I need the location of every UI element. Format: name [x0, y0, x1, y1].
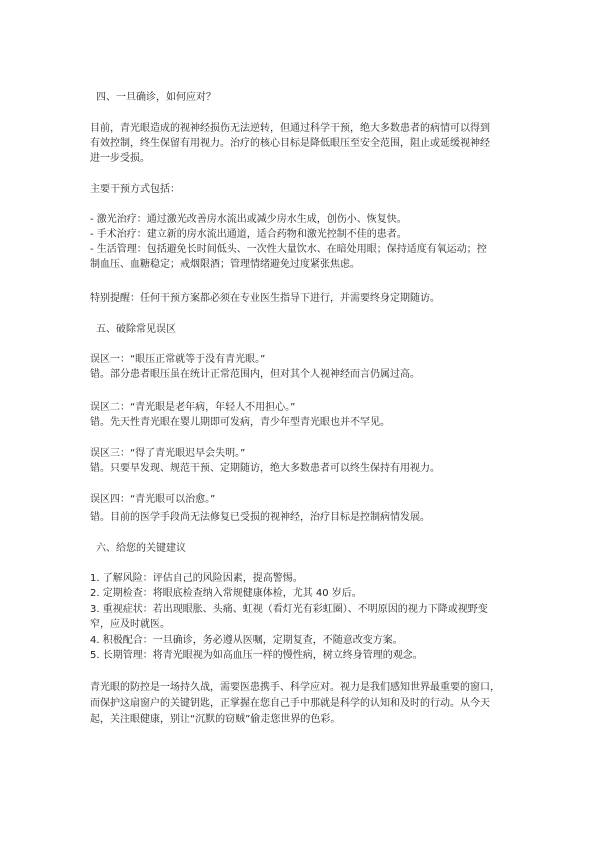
advice-item: 4. 积极配合：一旦确诊，务必遵从医嘱，定期复查，不随意改变方案。 — [90, 635, 403, 646]
advice-item: 3. 重视症状：若出现眼胀、头痛、虹视（看灯光有彩虹圈）、不明原因的视力下降或视野变 — [90, 604, 488, 615]
myth-answer: 错。先天性青光眼在婴儿期即可发病，青少年型青光眼也并不罕见。 — [90, 417, 390, 428]
method-item: - 激光治疗：通过激光改善房水流出或减少房水生成，创伤小、恢复快。 — [90, 214, 407, 225]
paragraph-line: 目前，青光眼造成的视神经损伤无法逆转，但通过科学干预，绝大多数患者的病情可以得到 — [90, 123, 490, 134]
myth-statement: 误区一：“眼压正常就等于没有青光眼。” — [90, 354, 266, 365]
section-4-heading: 四、一旦确诊，如何应对？ — [96, 92, 216, 103]
section-5-heading: 五、破除常见误区 — [96, 324, 176, 335]
method-item: - 手术治疗：建立新的房水流出通道，适合药物和激光控制不佳的患者。 — [90, 229, 407, 240]
myth-answer: 错。部分患者眼压虽在统计正常范围内，但对其个人视神经而言仍属过高。 — [90, 369, 420, 380]
method-item-continued: 制血压、血糖稳定；戒烟限酒；管理情绪避免过度紧张焦虑。 — [90, 259, 360, 270]
advice-item-continued: 窄，应及时就医。 — [90, 619, 170, 630]
closing-paragraph-line: 青光眼的防控是一场持久战，需要医患携手、科学应对。视力是我们感知世界最重要的窗口， — [90, 682, 500, 693]
special-reminder: 特别提醒：任何干预方案都必须在专业医生指导下进行，并需要终身定期随访。 — [90, 293, 440, 304]
section-6-heading: 六、给您的关键建议 — [96, 543, 186, 554]
advice-item: 1. 了解风险：评估自己的风险因素，提高警惕。 — [90, 573, 303, 584]
closing-paragraph-line: 起，关注眼健康，别让“沉默的窃贼”偷走您世界的色彩。 — [90, 714, 341, 725]
paragraph-line: 有效控制，终生保留有用视力。治疗的核心目标是降低眼压至安全范围，阻止或延缓视神经 — [90, 138, 490, 149]
methods-title: 主要干预方式包括： — [90, 184, 180, 195]
closing-paragraph-line: 而保护这扇窗户的关键钥匙，正掌握在您自己手中那就是科学的认知和及时的行动。从今天 — [90, 698, 490, 709]
myth-statement: 误区二：“青光眼是老年病，年轻人不用担心。” — [90, 402, 296, 413]
advice-item: 5. 长期管理：将青光眼视为如高血压一样的慢性病，树立终身管理的观念。 — [90, 650, 423, 661]
myth-statement: 误区四：“青光眼可以治愈。” — [90, 494, 216, 505]
myth-statement: 误区三：“得了青光眼迟早会失明。” — [90, 448, 246, 459]
advice-item: 2. 定期检查：将眼底检查纳入常规健康体检，尤其 40 岁后。 — [90, 588, 362, 599]
paragraph-line: 进一步受损。 — [90, 153, 150, 164]
myth-answer: 错。目前的医学手段尚无法修复已受损的视神经，治疗目标是控制病情发展。 — [90, 512, 430, 523]
method-item: - 生活管理：包括避免长时间低头、一次性大量饮水、在暗处用眼；保持适度有氧运动；控 — [90, 244, 487, 255]
myth-answer: 错。只要早发现、规范干预、定期随访，绝大多数患者可以终生保持有用视力。 — [90, 463, 440, 474]
